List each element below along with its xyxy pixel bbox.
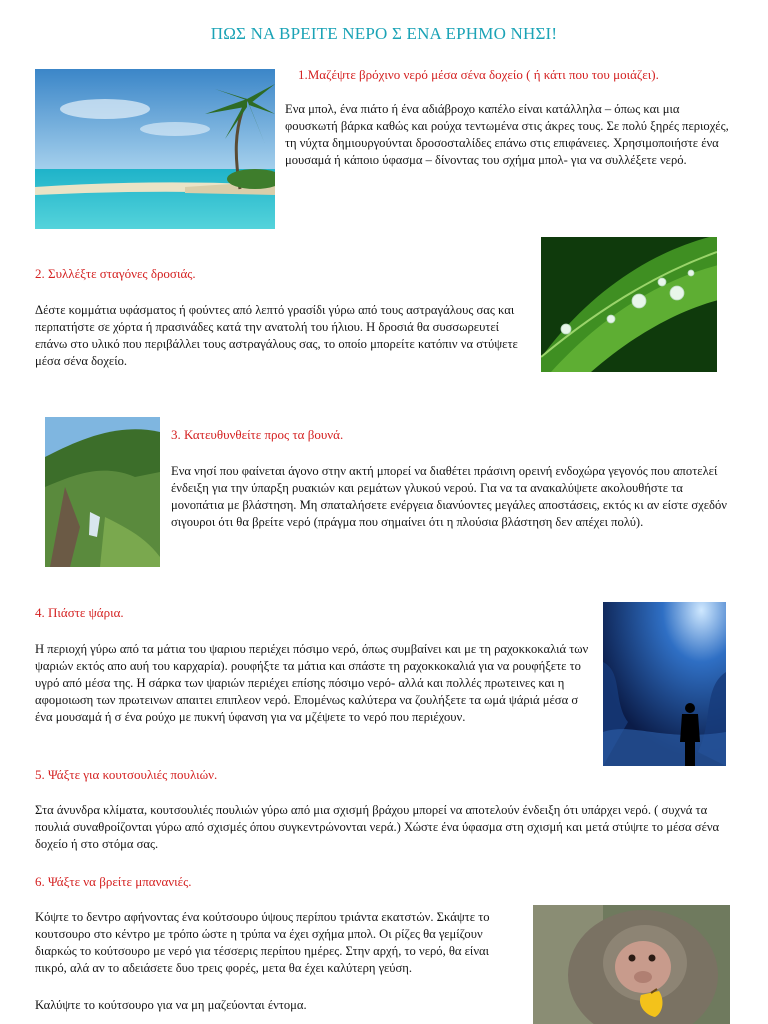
section-heading-4: 4. Πιάστε ψάρια. — [35, 605, 124, 620]
section-body-1: Ενα μπολ, ένα πιάτο ή ένα αδιάβροχο καπέλο είναι κατάλληλα – όπως και μια φουσκωτή βάρκα καθώς και ρούχα τεντωμένα στις άκρες τους. Σε πολύ ξηρές περιοχές, τη νύχτα δημιουργούνται δροσοσταλίδες επάνω στις επιφάνειες. Χρησιμοποιήστε ένα μουσαμά ή κάποιο ύφασμα – δίνοντας του σχήμα μπολ- για να συλλέξετε νερό. — [285, 102, 729, 167]
section-heading-3: 3. Κατευθυνθείτε προς τα βουνά. — [171, 427, 344, 442]
section-body-6: Κόψτε το δεντρο αφήνοντας ένα κούτσουρο ύψους περίπου τριάντα εκατστών. Σκάψτε το κουτσουρο στο κέντρο με τρόπο ώστε η τρύπα να έχει σχήμα μπολ. Οι ρίζες θα γεμίζουν διαρκώς το κούτσουρο με νερό για τέσσερις περίπου ημέρες. Στην αρχή, το νερό, θα είναι πικρό, αλά αν το αδειάσετε δυο τρεις φορές, μετα θα έχει καλύτερη γεύση. — [35, 910, 490, 975]
section-body-4: Η περιοχή γύρω από τα μάτια του ψαριου περιέχει πόσιμο νερό, όπως συμβαίνει και με τη ραχοκκοκαλιά των ψαριών εκτός απο αυή του καρχαρία). ρουφήξτε τα μάτια και σπάστε τη ραχοκκοκαλιά για να ρουφήξετε το υγρό από μέσα της. Η σάρκα των ψαριών περιέχει επίσης πόσιμο νερό- αλλά και πολλές πρωτεινες και η αφομοιωση των πρωτεινων απαιτει επιπλεον νερό. Επομένως καλύτερα να ζουλήξετε τα ωμά ψάριά μέσα σ ένα μουσαμά ή σ ένα ρούχο με πυκνή ύφανση για να μζέψετε το νερό που περιέχουν. — [35, 642, 589, 724]
monkey-photo — [533, 905, 730, 1024]
section-heading-6: 6. Ψάξτε να βρείτε μπανανιές. — [35, 874, 192, 889]
page-title: ΠΩΣ ΝΑ ΒΡΕΙΤΕ ΝΕΡΟ Σ ΕΝΑ ΕΡΗΜΟ ΝΗΣΙ! — [210, 24, 558, 43]
underwater-photo — [603, 602, 726, 766]
section-body-2: Δέστε κομμάτια υφάσματος ή φούντες από λεπτό γρασίδι γύρω από τους αστραγάλους σας και περπατήστε σε χόρτα ή πρασινάδες κατά την ανατολή του ήλιου. Η δροσιά θα συσσωρευτεί επάνω στο υλικό που περιβάλλει τους αστραγάλους σας, το οποίο μπορείτε κατόπιν να στύψετε μέσα σένα δοχείο. — [35, 303, 518, 368]
section-body-5: Στα άνυνδρα κλίματα, κουτσουλιές πουλιών γύρω από μια σχισμή βράχου μπορεί να αποτελούν ένδειξη ότι υπάρχει νερό. ( συχνά τα πουλιά συναθροίζονται γύρω από σχισμές όπου συγκεντρώνονται νερά.) Χώστε ένα ύφασμα στη σχισμή και μετά στύψτε το μέσα σένα δοχείο ή στο στόμα σας. — [35, 803, 720, 851]
section-heading-5: 5. Ψάξτε για κουτσουλιές πουλιών. — [35, 767, 218, 782]
section-body-3: Ενα νησί που φαίνεται άγονο στην ακτή μπορεί να διαθέτει πράσινη ορεινή ενδοχώρα γεγονός που αποτελεί ένδειξη για την ύπαρξη ρυακιών και ρεμάτων γλυκού νερού. Για να τα ανακαλύψετε ακολουθήστε τα μονοπάτια με βλάστηση. Μη σπαταλήσετε ενέργεια διανύοντες μεγάλες αποστάσεις, εκτός κι αν είστε σχεδόν σιγουροι ότι θα βρείτε νερό (πράγμα που σημαίνει ότι η πλούσια βλάστηση δεν απέχει πολύ). — [171, 464, 727, 529]
leaf-photo — [541, 237, 717, 372]
section-body-6-extra: Καλύψτε το κούτσουρο για να μη μαζεύονται έντομα. — [35, 998, 307, 1012]
section-heading-2: 2. Συλλέξτε σταγόνες δροσιάς. — [35, 266, 196, 281]
mountain-photo — [45, 417, 160, 567]
beach-photo — [35, 69, 275, 229]
section-heading-1: 1.Μαζέψτε βρόχινο νερό μέσα σένα δοχείο ( ή κάτι που του μοιάζει). — [298, 67, 659, 82]
